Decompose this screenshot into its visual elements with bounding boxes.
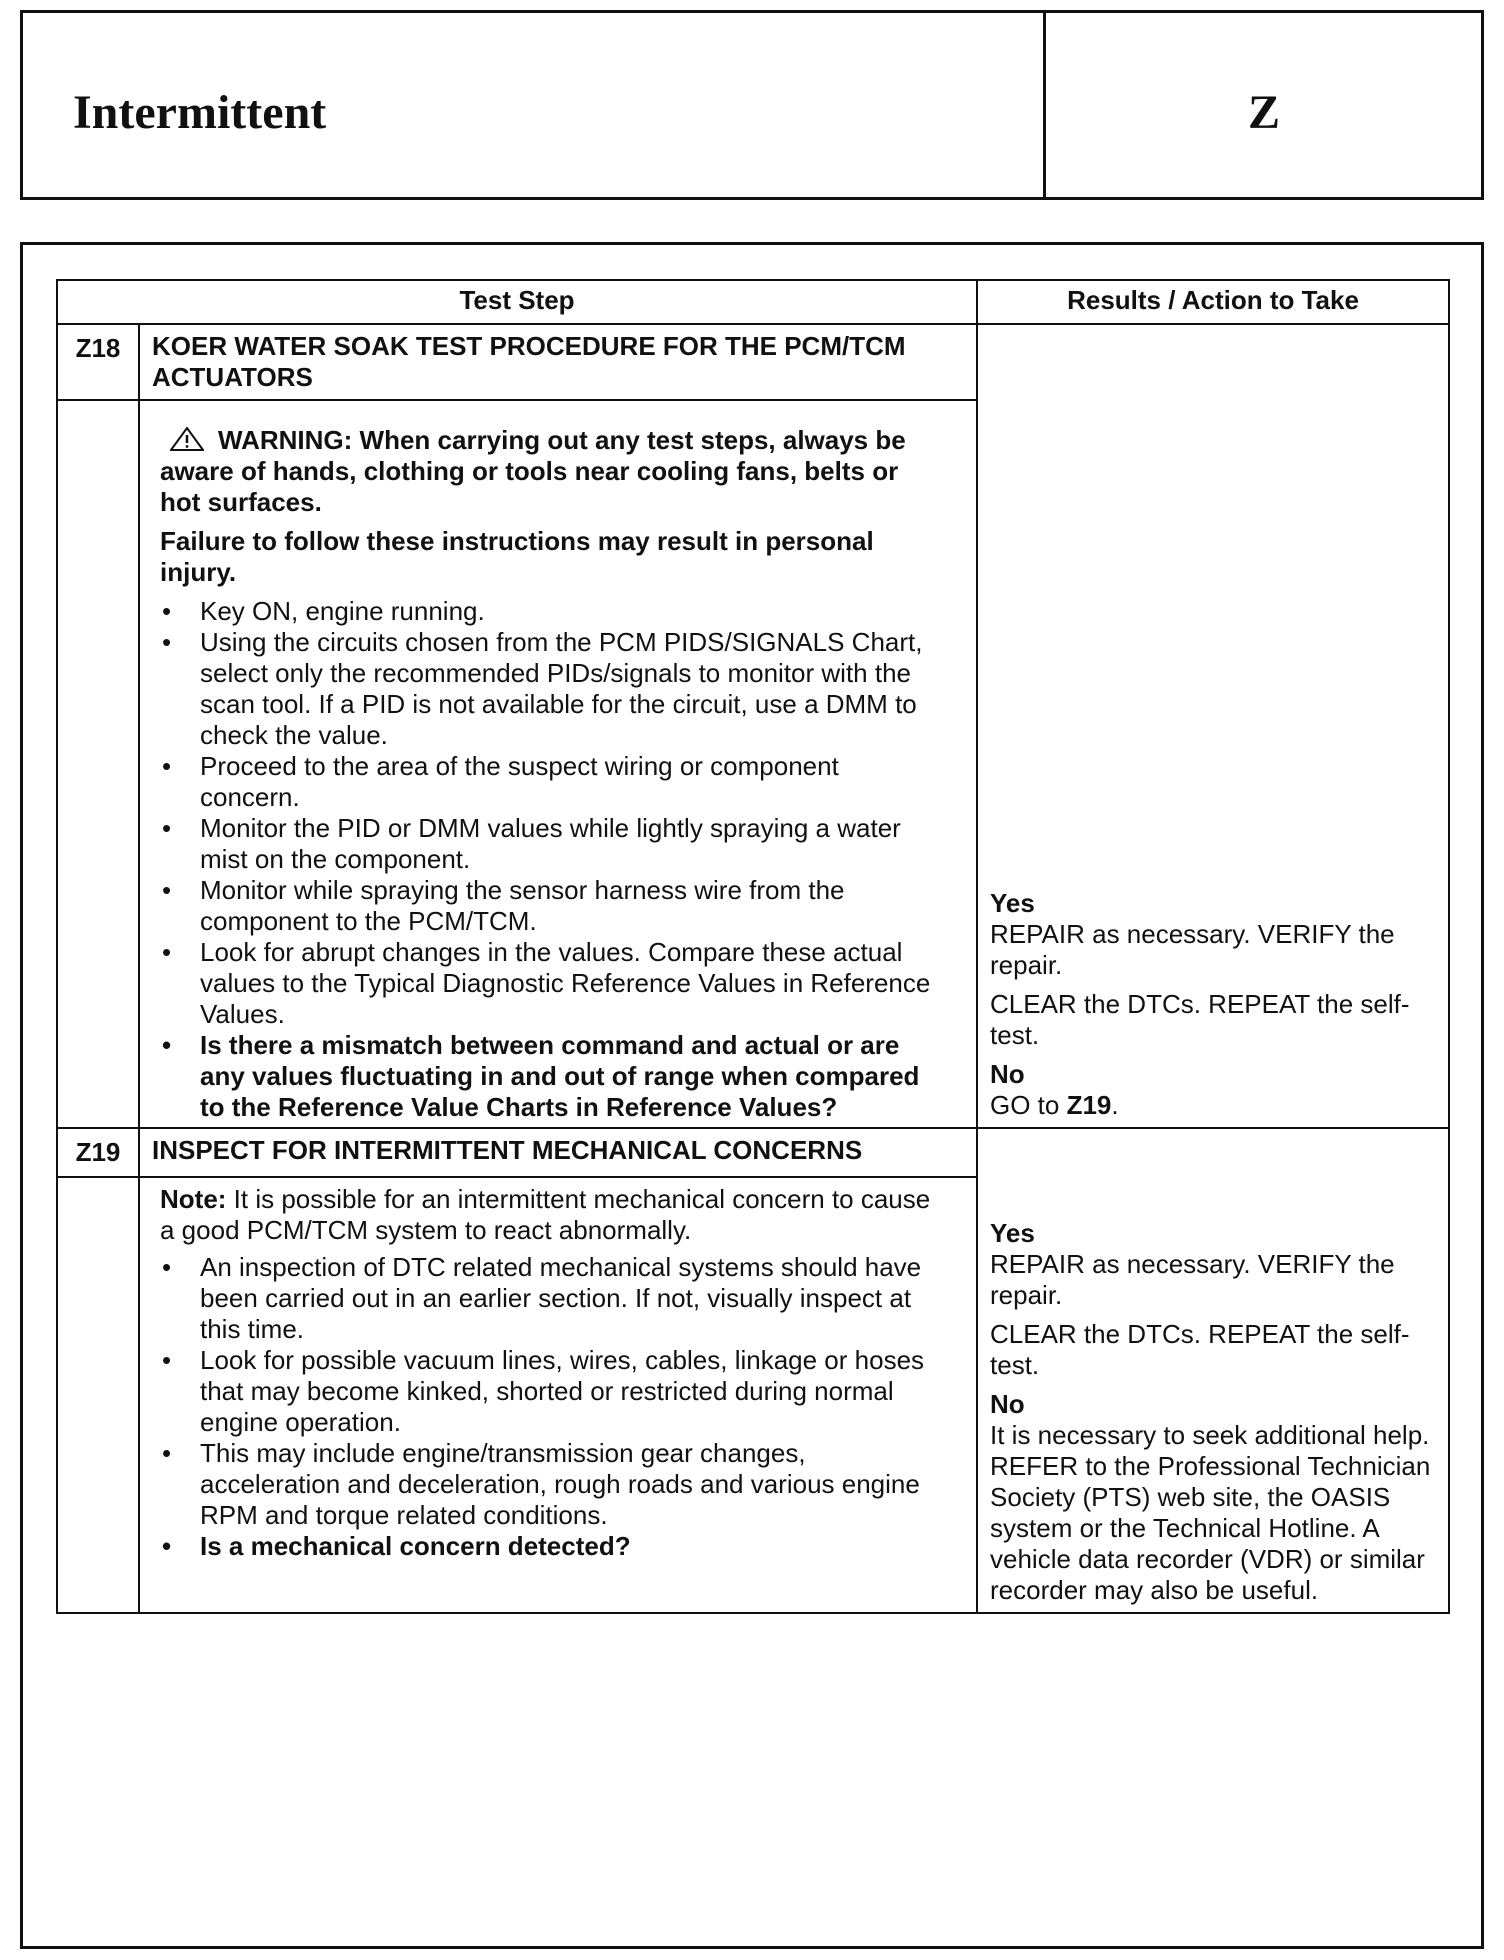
header-divider xyxy=(1043,13,1046,197)
step-z18-body xyxy=(139,400,977,1128)
list-item: • Using the circuits chosen from the PCM PIDS/SIGNALS Chart, select only the recommended PIDs/signals to monitor with the scan tool. If a PID is not available for the circuit, use a DMM to check the value. xyxy=(200,627,936,751)
no-action-text: GO to xyxy=(990,1090,1067,1120)
step-question: • Is a mechanical concern detected? xyxy=(200,1531,936,1562)
warning-block xyxy=(160,425,936,518)
test-step-table xyxy=(56,279,1450,1614)
list-item: • Monitor the PID or DMM values while lightly spraying a water mist on the component. xyxy=(200,813,936,875)
yes-action-1: REPAIR as necessary. VERIFY the repair. xyxy=(990,919,1395,980)
warning-text: WARNING: When carrying out any test steps, always be aware of hands, clothing or tools near cooling fans, belts or hot surfaces. xyxy=(160,425,906,517)
injury-notice: Failure to follow these instructions may result in personal injury. xyxy=(160,526,874,587)
no-label: No xyxy=(990,1389,1025,1419)
step-number-spacer xyxy=(57,1177,139,1613)
note-label: Note: xyxy=(160,1184,227,1214)
col-header-results: Results / Action to Take xyxy=(977,280,1449,324)
list-item: • Proceed to the area of the suspect wiring or component concern. xyxy=(200,751,936,813)
warning-triangle-icon xyxy=(170,427,204,451)
instruction-list xyxy=(160,596,936,1123)
list-item: • Look for abrupt changes in the values. Compare these actual values to the Typical Diagnostic Reference Values in Reference Values. xyxy=(200,937,936,1030)
col-header-test-step: Test Step xyxy=(57,280,977,324)
step-z18-title-row xyxy=(57,324,1449,400)
step-number: Z19 xyxy=(57,1128,139,1177)
step-z19-results xyxy=(977,1128,1449,1613)
step-z19-title-row xyxy=(57,1128,1449,1177)
no-action-suffix: . xyxy=(1111,1090,1119,1120)
list-item: • Key ON, engine running. xyxy=(200,596,936,627)
content-frame xyxy=(20,242,1484,1949)
no-label: No xyxy=(990,1059,1025,1089)
step-number-spacer xyxy=(57,400,139,1128)
section-letter: Z xyxy=(1248,86,1281,139)
list-item: • This may include engine/transmission gear changes, acceleration and deceleration, rough roads and various engine RPM and torque related conditions. xyxy=(200,1438,936,1531)
yes-action-2: CLEAR the DTCs. REPEAT the self-test. xyxy=(990,989,1410,1050)
step-title: INSPECT FOR INTERMITTENT MECHANICAL CONCERNS xyxy=(139,1128,977,1177)
instruction-list xyxy=(160,1252,936,1562)
list-item: • Look for possible vacuum lines, wires, cables, linkage or hoses that may become kinked, shorted or restricted during normal engine operation. xyxy=(200,1345,936,1438)
goto-step-ref: Z19 xyxy=(1066,1090,1112,1120)
yes-action-1: REPAIR as necessary. VERIFY the repair. xyxy=(990,1249,1395,1310)
yes-action-2: CLEAR the DTCs. REPEAT the self-test. xyxy=(990,1319,1410,1380)
no-action xyxy=(990,1090,1440,1121)
note-text: It is possible for an intermittent mechanical concern to cause a good PCM/TCM system to react abnormally. xyxy=(160,1184,931,1245)
table-header-row xyxy=(57,280,1449,324)
list-item: • Monitor while spraying the sensor harness wire from the component to the PCM/TCM. xyxy=(200,875,936,937)
no-action: It is necessary to seek additional help. REFER to the Professional Technician Society (PTS) web site, the OASIS system or the Technical Hotline. A vehicle data recorder (VDR) or similar recorder may also be useful. xyxy=(990,1420,1431,1605)
page-header xyxy=(20,10,1484,200)
yes-label: Yes xyxy=(990,888,1035,918)
step-z19-body xyxy=(139,1177,977,1613)
step-question: • Is there a mismatch between command and actual or are any values fluctuating in and out of range when compared to the Reference Value Charts in Reference Values? xyxy=(200,1030,936,1123)
section-title: Intermittent xyxy=(73,86,327,139)
step-number: Z18 xyxy=(57,324,139,400)
list-item: • An inspection of DTC related mechanical systems should have been carried out in an earlier section. If not, visually inspect at this time. xyxy=(200,1252,936,1345)
step-title: KOER WATER SOAK TEST PROCEDURE FOR THE PCM/TCM ACTUATORS xyxy=(139,324,977,400)
yes-label: Yes xyxy=(990,1218,1035,1248)
note-block xyxy=(160,1184,936,1246)
step-z18-results xyxy=(977,324,1449,1128)
